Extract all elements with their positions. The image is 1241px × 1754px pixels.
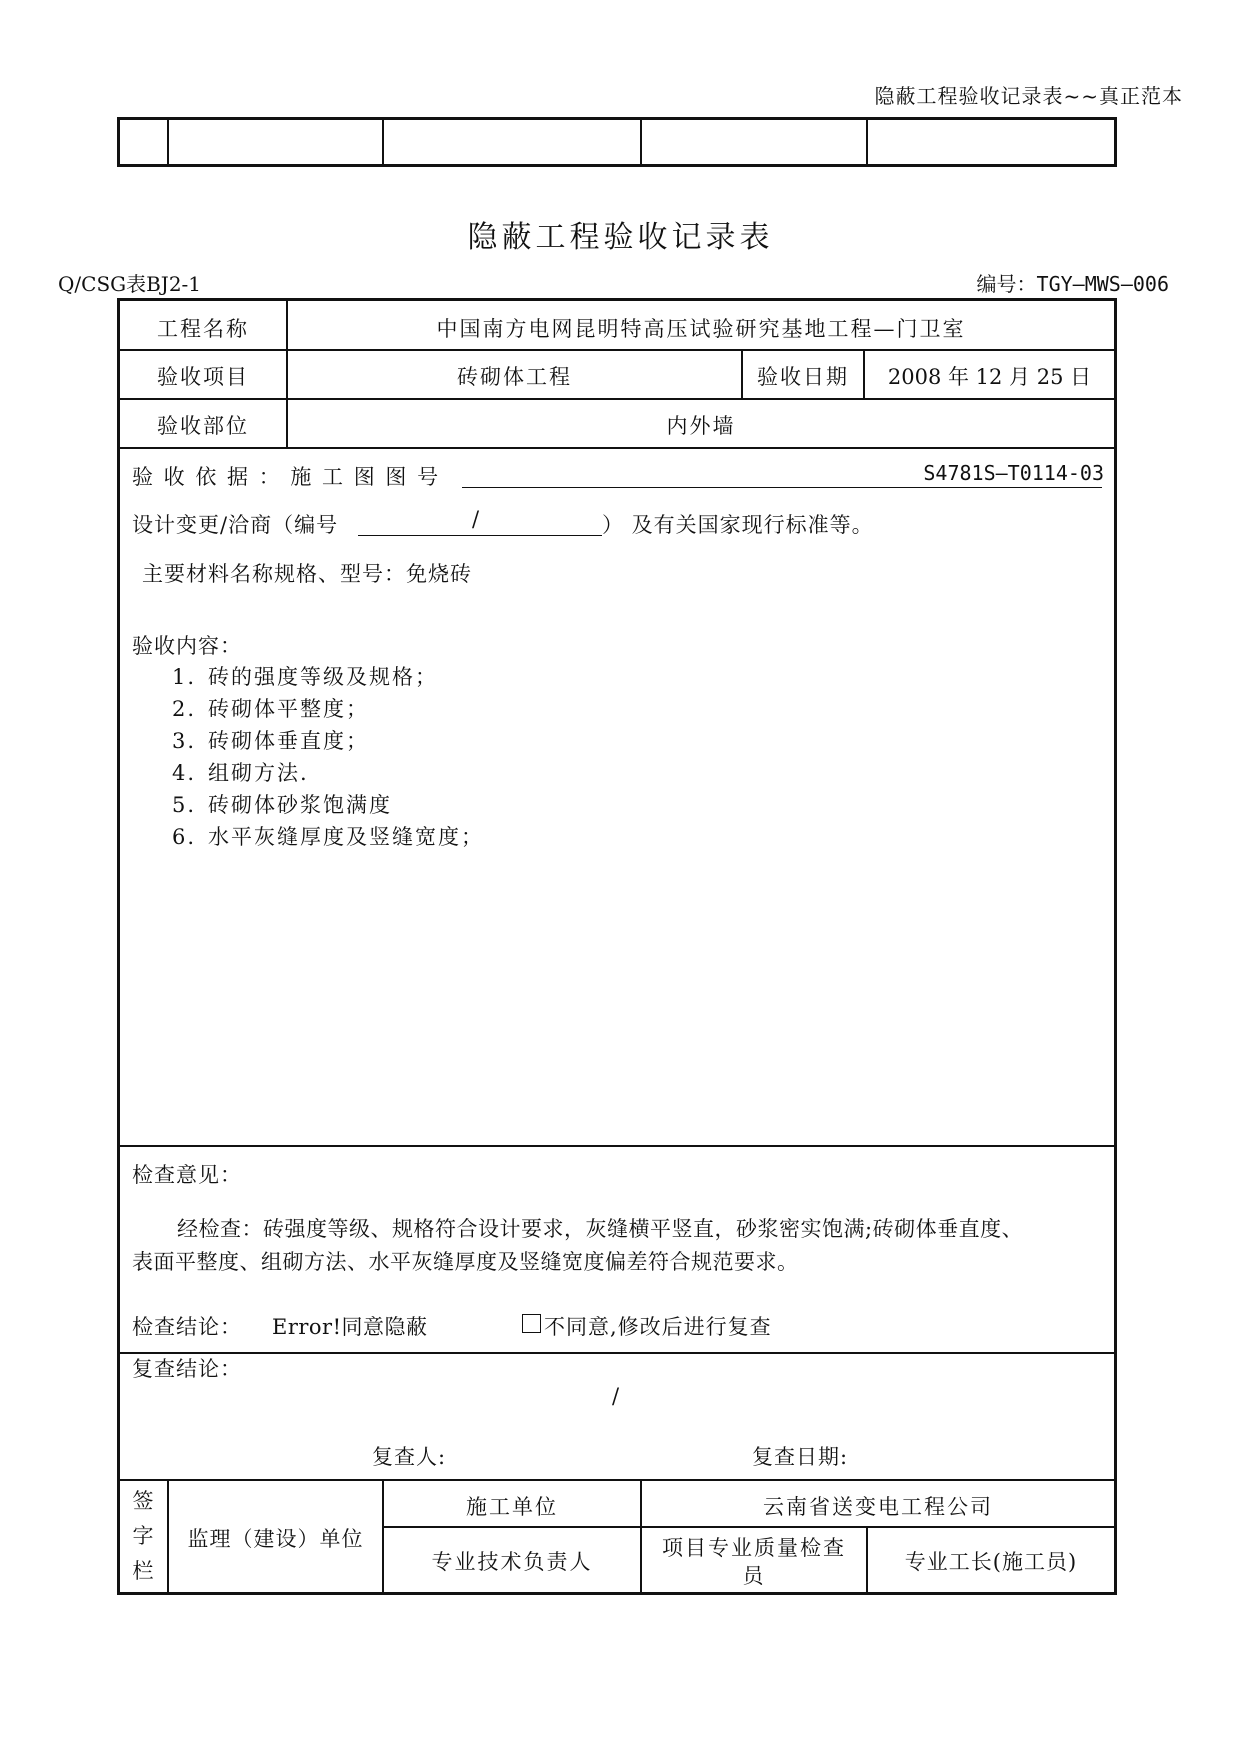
- foreman: 专业工长(施工员): [904, 1550, 1078, 1574]
- review-label: 复查结论：: [132, 1357, 242, 1381]
- quality-inspector-line-2: 员: [742, 1564, 766, 1588]
- signature-char: 栏: [132, 1559, 154, 1583]
- page-title: 隐蔽工程验收记录表: [467, 220, 774, 255]
- list-text: 砖砌体垂直度；: [208, 729, 369, 753]
- inspection-line-2: 表面平整度、组砌方法、水平灰缝厚度及竖缝宽度偏差符合规范要求。: [132, 1250, 799, 1274]
- construction-unit-value: 云南省送变电工程公司: [763, 1495, 993, 1519]
- inspection-label: 检查意见：: [132, 1163, 242, 1187]
- signature-char: 签: [132, 1489, 154, 1513]
- serial-label: 编号：: [976, 272, 1037, 296]
- content-label: 验收内容：: [132, 634, 242, 658]
- material-spec: 主要材料名称规格、型号：免烧砖: [142, 562, 472, 586]
- list-item: [172, 725, 369, 755]
- tech-lead: 专业技术负责人: [431, 1550, 593, 1574]
- list-item: [172, 821, 484, 851]
- running-header: 隐蔽工程验收记录表~~真正范本: [874, 84, 1183, 108]
- main-form-table: [117, 298, 1117, 1595]
- list-item: [172, 789, 392, 819]
- quality-inspector-line-1: 项目专业质量检查: [662, 1536, 846, 1560]
- top-table: [117, 117, 1117, 167]
- drawing-number: S4781S—T0114-03: [923, 461, 1104, 485]
- list-num: 4.: [172, 761, 197, 785]
- construction-unit-label: 施工单位: [466, 1495, 558, 1519]
- list-text: 砖的强度等级及规格；: [208, 665, 438, 689]
- basis-label: 验 收 依 据 ： 施 工 图 图 号: [132, 465, 441, 489]
- list-num: 2.: [172, 697, 197, 721]
- change-prefix: 设计变更/洽商（编号: [132, 513, 339, 537]
- list-text: 水平灰缝厚度及竖缝宽度；: [208, 825, 484, 849]
- list-num: 6.: [172, 825, 197, 849]
- date-label: 验收日期: [757, 365, 849, 389]
- agree-option: Error!同意隐蔽: [272, 1315, 428, 1339]
- list-text: 砖砌体砂浆饱满度: [208, 793, 392, 817]
- list-num: 3.: [172, 729, 197, 753]
- location-label: 验收部位: [157, 414, 249, 438]
- location-value: 内外墙: [666, 414, 736, 438]
- disagree-checkbox[interactable]: [522, 1314, 541, 1333]
- serial-value: TGY—MWS—006: [1036, 272, 1169, 296]
- supervisor-unit: 监理（建设）单位: [187, 1527, 364, 1551]
- item-value: 砖砌体工程: [457, 365, 572, 389]
- item-label: 验收项目: [157, 365, 249, 389]
- review-date-label: 复查日期:: [752, 1445, 849, 1469]
- conclusion-label: 检查结论：: [132, 1315, 242, 1339]
- project-name-value: 中国南方电网昆明特高压试验研究基地工程—门卫室: [436, 317, 966, 341]
- inspection-line-1: 经检查：砖强度等级、规格符合设计要求，灰缝横平竖直，砂浆密实饱满;砖砌体垂直度、: [177, 1217, 1024, 1241]
- list-item: [172, 661, 438, 691]
- list-num: 1.: [172, 665, 197, 689]
- project-name-label: 工程名称: [157, 317, 249, 341]
- date-value: 2008 年 12 月 25 日: [887, 365, 1092, 389]
- list-text: 组砌方法.: [208, 761, 309, 785]
- list-item: [172, 757, 309, 787]
- list-num: 5.: [172, 793, 197, 817]
- serial-number: [977, 268, 1169, 297]
- change-suffix: ） 及有关国家现行标准等。: [602, 513, 874, 537]
- change-value: /: [472, 507, 482, 531]
- list-item: [172, 693, 369, 723]
- form-code: Q/CSG表BJ2-1: [58, 272, 202, 296]
- reviewer-label: 复查人:: [372, 1445, 447, 1469]
- list-text: 砖砌体平整度；: [208, 697, 369, 721]
- disagree-option: 不同意,修改后进行复查: [544, 1315, 772, 1339]
- review-value: /: [612, 1384, 622, 1408]
- signature-char: 字: [132, 1524, 154, 1548]
